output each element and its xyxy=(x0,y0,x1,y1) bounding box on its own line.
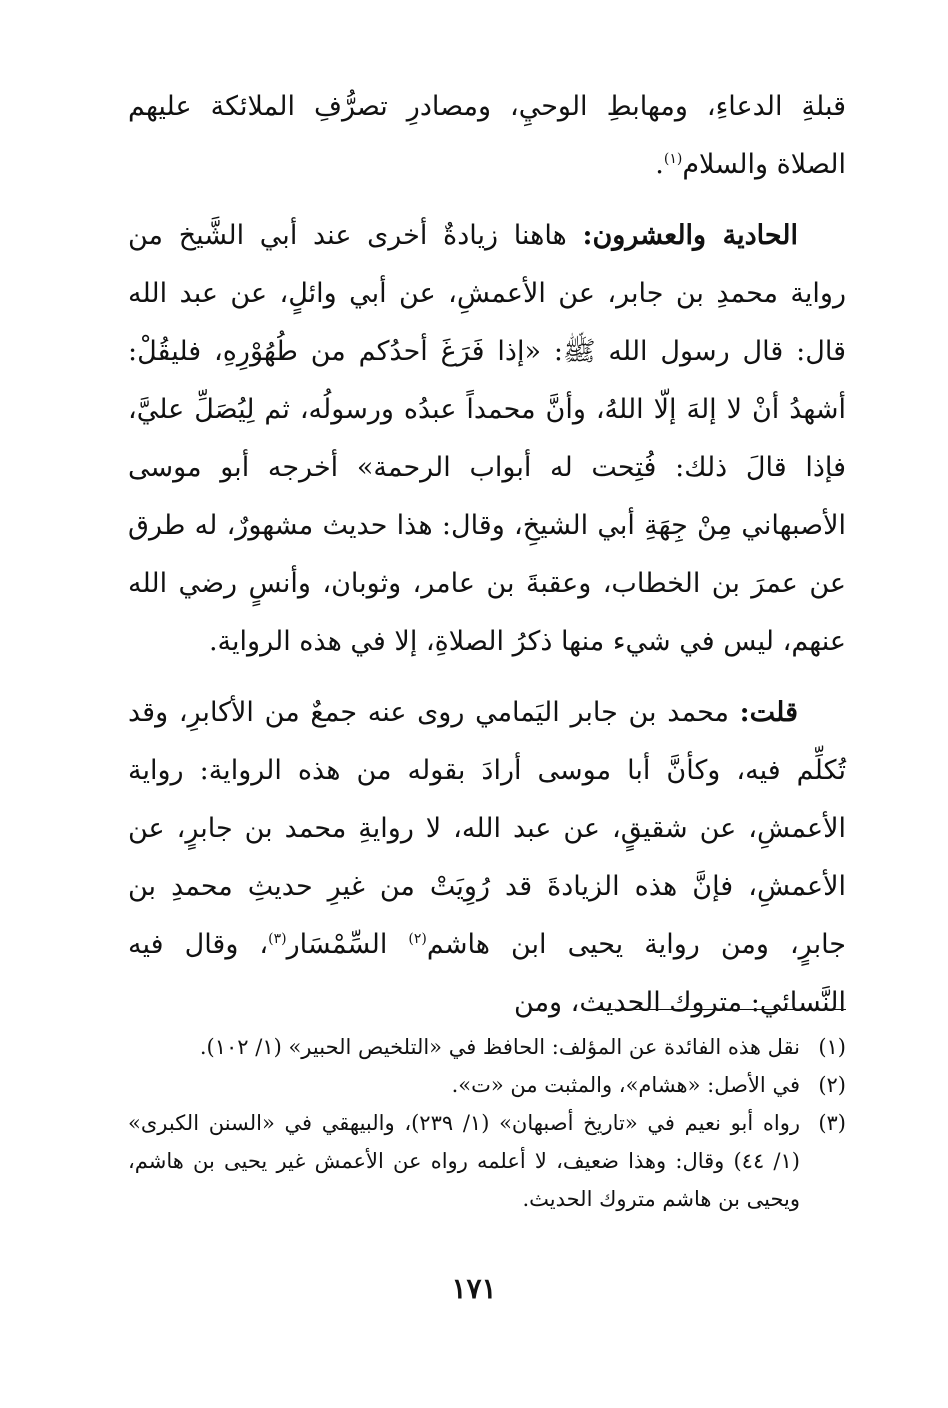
footnote-ref-1: (١) xyxy=(663,151,683,167)
paragraph-3 xyxy=(128,684,846,1032)
footnote-ref-2: (٢) xyxy=(408,931,427,947)
footnote-divider xyxy=(586,1009,846,1010)
paragraph-1 xyxy=(128,78,846,194)
paragraph-2 xyxy=(128,207,846,671)
paragraph-2-heading: الحادية والعشرون: xyxy=(582,220,799,251)
footnote-2-text: في الأصل: «هشام»، والمثبت من «ت». xyxy=(451,1073,800,1097)
footnotes xyxy=(128,1028,846,1218)
footnote-1-text: نقل هذه الفائدة عن المؤلف: الحافظ في «التلخيص الحبير» (١/ ١٠٢). xyxy=(199,1035,800,1059)
paragraph-3-heading: قلت: xyxy=(739,697,798,728)
paragraph-2-text: هاهنا زيادةٌ أخرى عند أبي الشَّيخ من رواية محمدِ بن جابر، عن الأعمشِ، عن أبي وائلٍ، عن عبد الله قال: قال رسول الله ﷺ: «إذا فَرَغَ أحدُكم من طُهُوْرِهِ، فليقُلْ: أشهدُ أنْ لا إلهَ إلّا اللهُ، وأنَّ محمداً عبدُه ورسولُه، ثم لِيُصَلِّ عليَّ، فإذا قالَ ذلك: فُتِحت له أبواب الرحمة» أخرجه أبو موسى الأصبهاني مِنْ جِهَةِ أبي الشيخِ، وقال: هذا حديث مشهورٌ، له طرق عن عمرَ بن الخطاب، وعقبةَ بن عامر، وثوبان، وأنسٍ رضي الله عنهم، ليس في شيء منها ذكرُ الصلاةِ، إلا في هذه الرواية. xyxy=(128,220,846,657)
paragraph-1-text: قبلةِ الدعاءِ، ومهابطِ الوحيِ، ومصادرِ تصرُّفِ الملائكة عليهم الصلاة والسلام xyxy=(128,91,846,180)
footnote-2 xyxy=(128,1066,846,1104)
footnote-2-number: (٢) xyxy=(818,1073,846,1097)
footnote-3-number: (٣) xyxy=(818,1111,846,1135)
page-number: ١٧١ xyxy=(451,1272,497,1305)
paragraph-1-end: . xyxy=(655,149,664,180)
footnote-3 xyxy=(128,1104,846,1218)
footnote-1 xyxy=(128,1028,846,1066)
footnote-1-number: (١) xyxy=(818,1035,846,1059)
footnote-3-text: رواه أبو نعيم في «تاريخ أصبهان» (١/ ٢٣٩)، والبيهقي في «السنن الكبرى» (١/ ٤٤) وقال: وهذا ضعيف، لا أعلمه رواه عن الأعمش غير يحيى بن هاشم، ويحيى بن هاشم متروك الحديث. xyxy=(128,1111,800,1211)
paragraph-3-text-b: ، وقال فيه النَّسائي: متروك الحديث، ومن xyxy=(128,929,846,1018)
footnote-ref-3: (٣) xyxy=(268,931,287,947)
paragraph-3-name: السِّمْسَار xyxy=(286,929,409,960)
paragraph-3-text-a: محمد بن جابر اليَمامي روى عنه جمعٌ من الأكابرِ، وقد تُكلِّم فيه، وكأنَّ أبا موسى أرادَ بقوله من هذه الرواية: رواية الأعمشِ، عن شقيقٍ، عن عبد الله، لا روايةِ محمد بن جابرٍ، عن الأعمشِ، فإنَّ هذه الزيادةَ قد رُوِيَتْ من غيرِ حديثِ محمدِ بن جابرٍ، ومن رواية يحيى ابن هاشم xyxy=(128,697,846,960)
main-text xyxy=(128,78,846,1045)
